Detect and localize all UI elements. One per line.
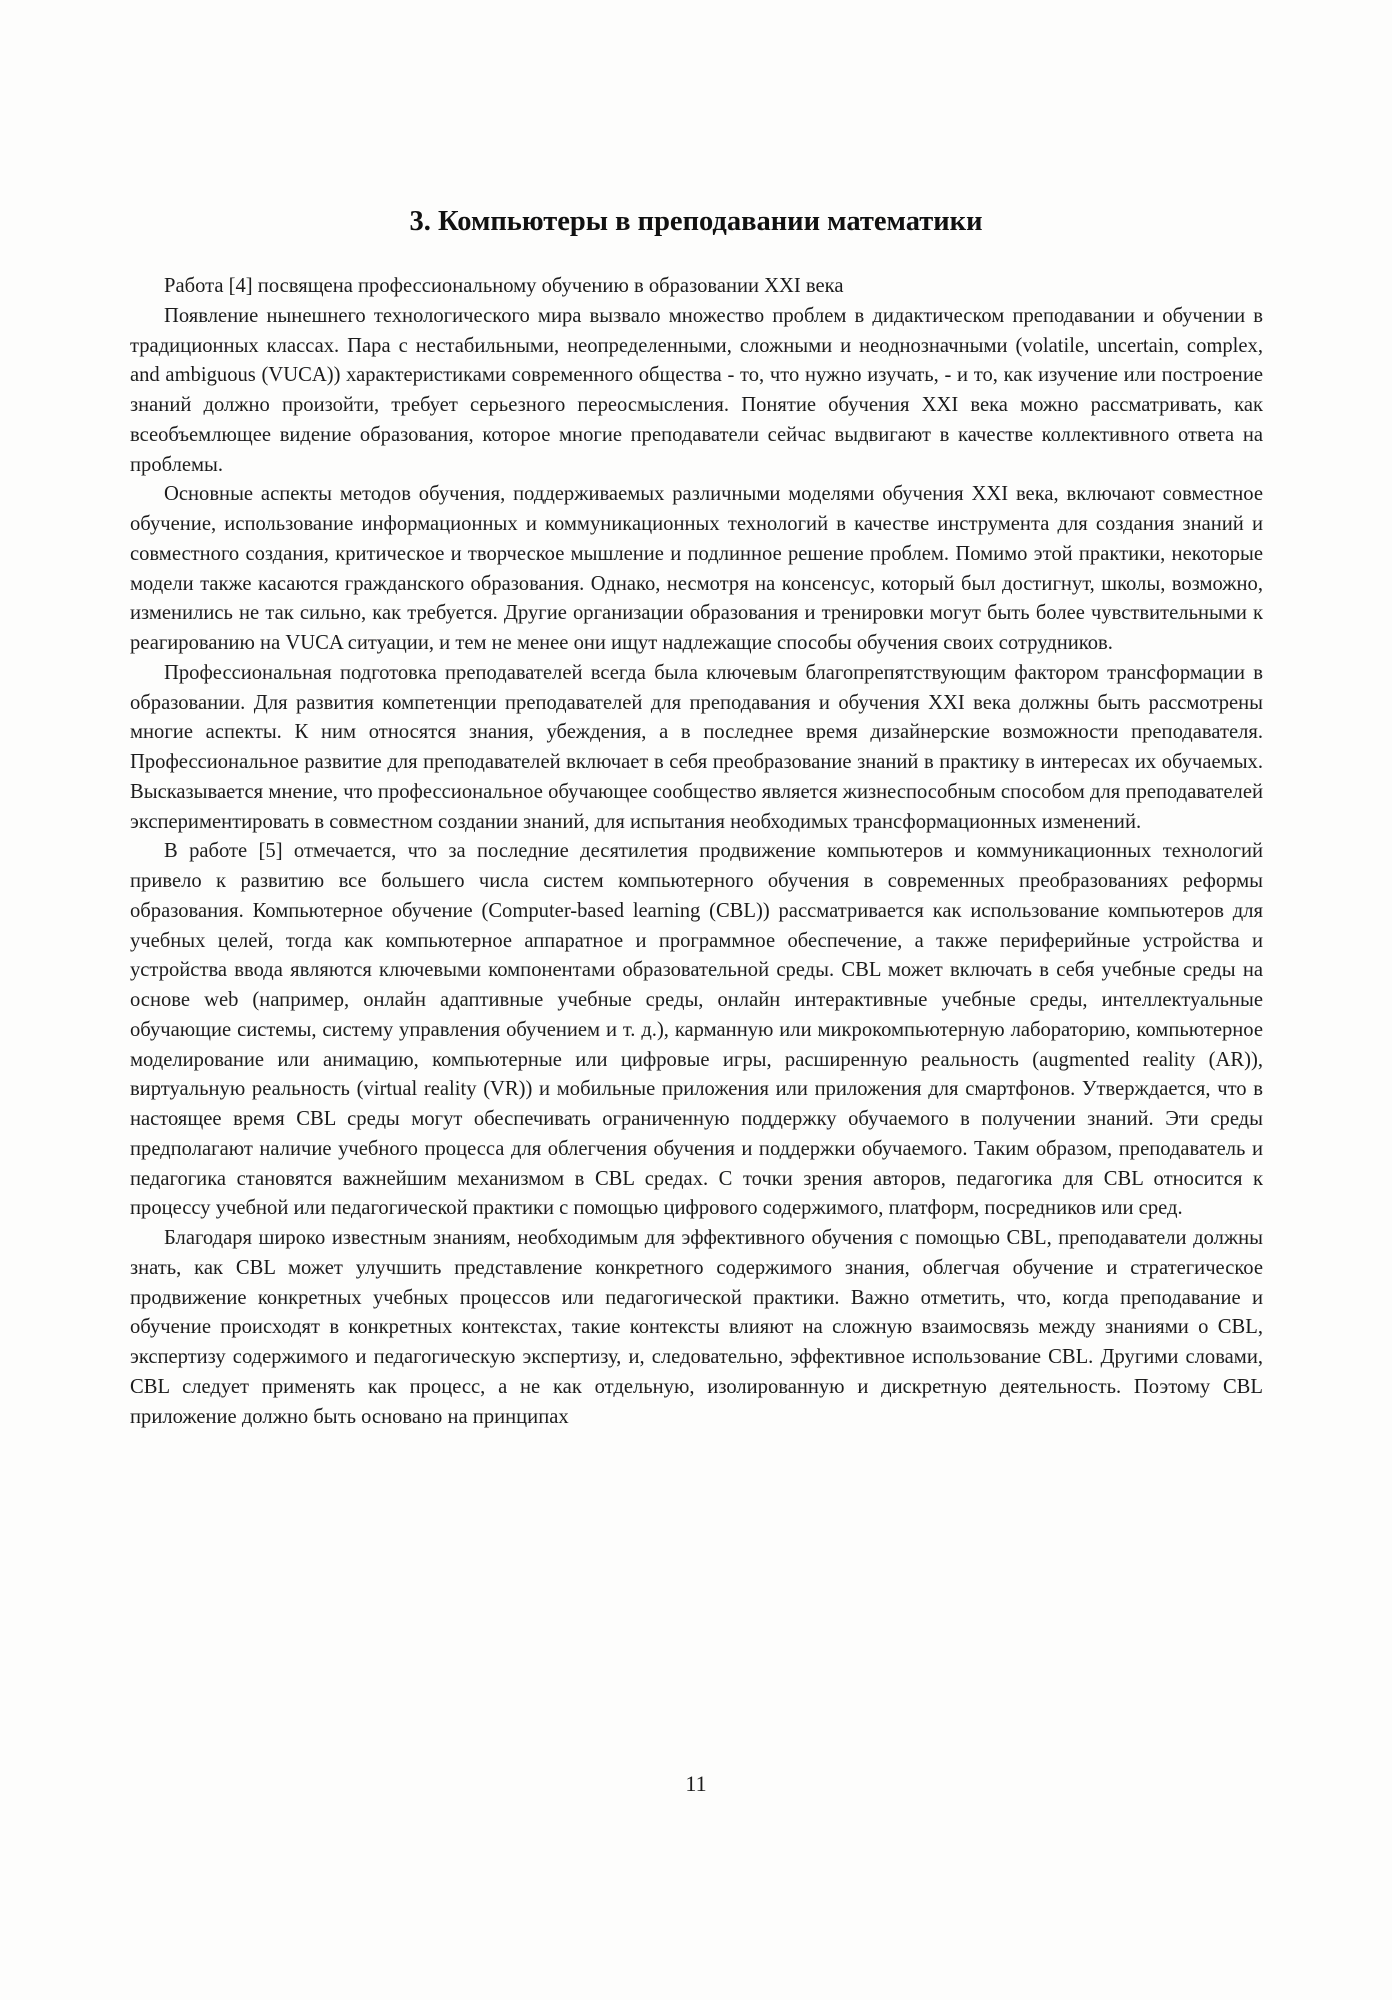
- paragraph-cbl-practice: Благодаря широко известным знаниям, необходимым для эффективного обучения с помощью CBL, преподаватели должны знать, как CBL может улучшить представление конкретного содержимого знания, облегчая обучение и стратегическое продвижение конкретных учебных процессов или педагогической практики. Важно отметить, что, когда преподавание и обучение происходят в конкретных контекстах, такие контексты влияют на сложную взаимосвязь между знаниями о CBL, экспертизу содержимого и педагогическую экспертизу, и, следовательно, эффективное использование CBL. Другими словами, CBL следует применять как процесс, а не как отдельную, изолированную и дискретную деятельность. Поэтому CBL приложение должно быть основано на принципах: [130, 1227, 1263, 1428]
- paragraph-vuca: Появление нынешнего технологического мира вызвало множество проблем в дидактическом преподавании и обучении в традиционных классах. Пара с нестабильными, неопределенными, сложными и неоднозначными (volatile, uncertain, complex, and ambiguous (VUCA)) характеристиками современного общества - то, что нужно изучать, - и то, как изучение или построение знаний должно произойти, требует серьезного переосмысления. Понятие обучения XXI века можно рассматривать, как всеобъемлющее видение образования, которое многие преподаватели сейчас выдвигают в качестве коллективного ответа на проблемы.: [130, 304, 1263, 476]
- body-text: [130, 272, 1263, 1432]
- paragraph-learning-aspects: Основные аспекты методов обучения, поддерживаемых различными моделями обучения XXI века, включают совместное обучение, использование информационных и коммуникационных технологий в качестве инструмента для создания знаний и совместного создания, критическое и творческое мышление и подлинное решение проблем. Помимо этой практики, некоторые модели также касаются гражданского образования. Однако, несмотря на консенсус, который был достигнут, школы, возможно, изменились не так сильно, как требуется. Другие организации образования и тренировки могут быть более чувствительными к реагированию на VUCA ситуации, и тем не менее они ищут надлежащие способы обучения своих сотрудников.: [130, 483, 1263, 654]
- page-number: 11: [685, 1771, 707, 1796]
- paragraph-intro: Работа [4] посвящена профессиональному обучению в образовании XXI века: [164, 275, 844, 297]
- paragraph-teacher-training: Профессиональная подготовка преподавателей всегда была ключевым благопрепятствующим фактором трансформации в образовании. Для развития компетенции преподавателей для преподавания и обучения XXI века должны быть рассмотрены многие аспекты. К ним относятся знания, убеждения, а в последнее время дизайнерские возможности преподавателя. Профессиональное развитие для преподавателей включает в себя преобразование знаний в практику в интересах их обучаемых. Высказывается мнение, что профессиональное обучающее сообщество является жизнеспособным способом для преподавателей экспериментировать в совместном создании знаний, для испытания необходимых трансформационных изменений.: [130, 661, 1263, 833]
- paragraph-cbl-definition: В работе [5] отмечается, что за последние десятилетия продвижение компьютеров и коммуникационных технологий привело к развитию все большего числа систем компьютерного обучения в современных преобразованиях реформы образования. Компьютерное обучение (Computer-based learning (CBL)) рассматривается как использование компьютеров для учебных целей, тогда как компьютерное аппаратное и программное обеспечение, а также периферийные устройства и устройства ввода являются ключевыми компонентами образовательной среды. CBL может включать в себя учебные среды на основе web (например, онлайн адаптивные учебные среды, онлайн интерактивные учебные среды, интеллектуальные обучающие системы, систему управления обучением и т. д.), карманную или микрокомпьютерную лабораторию, компьютерное моделирование или анимацию, компьютерные или цифровые игры, расширенную реальность (augmented reality (AR)), виртуальную реальность (virtual reality (VR)) и мобильные приложения или приложения для смартфонов. Утверждается, что в настоящее время CBL среды могут обеспечивать ограниченную поддержку обучаемого в получении знаний. Эти среды предполагают наличие учебного процесса для облегчения обучения и поддержки обучаемого. Таким образом, преподаватель и педагогика становятся важнейшим механизмом в CBL средах. С точки зрения авторов, педагогика для CBL относится к процессу учебной или педагогической практики с помощью цифрового содержимого, платформ, посредников или сред.: [130, 840, 1263, 1220]
- section-title: 3. Компьютеры в преподавании математики: [409, 206, 983, 237]
